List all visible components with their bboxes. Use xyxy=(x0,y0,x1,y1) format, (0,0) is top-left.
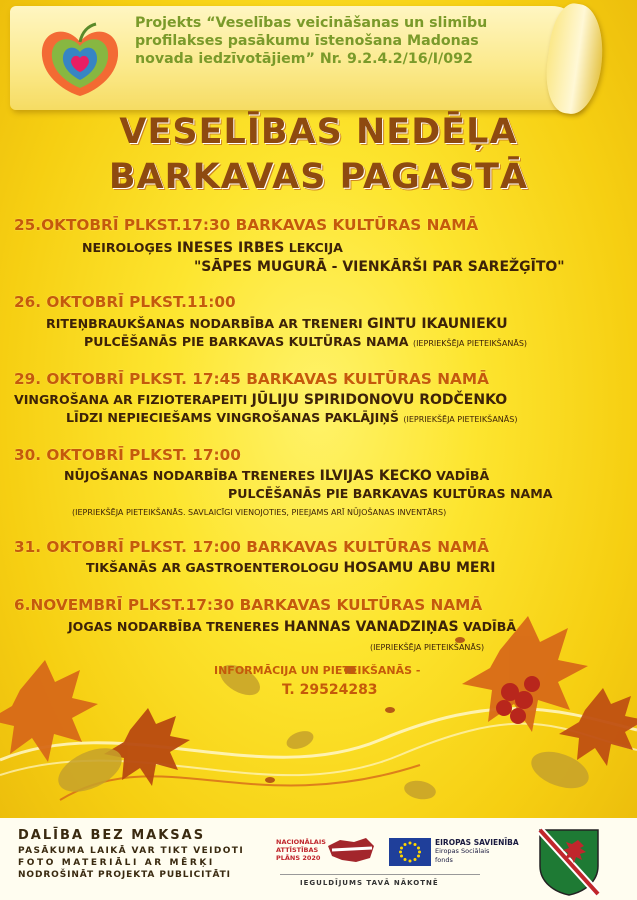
event-line xyxy=(228,486,637,501)
event-line xyxy=(14,392,637,408)
event-line xyxy=(194,259,637,275)
event-line xyxy=(46,316,637,332)
main-title-line-1: VESELĪBAS NEDĒĻA xyxy=(119,112,518,152)
event-note: (IEPRIEKŠĒJA PIETEIKŠANĀS) xyxy=(403,415,518,424)
event-line-text: JOGAS NODARBĪBA TRENERES xyxy=(68,619,284,634)
event-line xyxy=(84,334,637,349)
free-participation: DALĪBA BEZ MAKSAS xyxy=(18,828,206,843)
main-title-line-2: BARKAVAS PAGASTĀ xyxy=(108,157,529,197)
event-line-highlight: HANNAS VANADZIŅAS xyxy=(283,619,459,635)
event-line-text: TIKŠANĀS AR GASTROENTEROLOGU xyxy=(86,560,344,575)
event-note: (IEPRIEKŠĒJA PIETEIKŠANĀS) xyxy=(412,339,528,348)
event-line xyxy=(82,240,637,256)
apple-heart-logo-icon xyxy=(36,20,124,100)
event-note: (IEPRIEKŠĒJA PIETEIKŠANĀS) xyxy=(370,643,485,652)
event-heading: 30. OKTOBRĪ PLKST. 17:00 xyxy=(14,446,241,464)
info-label: INFORMĀCIJA UN PIETEIKŠANĀS - xyxy=(214,664,421,677)
project-line: Projekts “Veselības veicināšanas un slimību xyxy=(135,15,488,31)
publicity-note-line: FOTO MATERIĀLI AR MĒRĶI xyxy=(18,858,215,868)
publicity-note-line: PASĀKUMA LAIKĀ VAR TIKT VEIDOTI xyxy=(18,846,245,856)
project-description xyxy=(135,14,555,68)
event-line-text: LEKCIJA xyxy=(284,240,343,255)
event-heading: 6.NOVEMBRĪ PLKST.17:30 BARKAVAS KULTŪRAS NAMĀ xyxy=(14,596,483,614)
info-phone: T. 29524283 xyxy=(282,682,378,698)
event-line-highlight: "SĀPES MUGURĀ - VIENKĀRŠI PAR SAREŽĢĪTO" xyxy=(194,259,565,275)
event-line-text: RITEŅBRAUKŠANAS NODARBĪBA AR TRENERI xyxy=(46,316,368,331)
madona-coat-of-arms-icon xyxy=(538,828,600,896)
nap-text-line: NACIONĀLAIS xyxy=(276,838,326,846)
nap-logo-text xyxy=(276,838,326,862)
nap-text-line: ATTĪSTĪBAS xyxy=(276,846,319,854)
project-line: profilakses pasākumu īstenošana Madonas xyxy=(135,33,479,49)
eu-sub-line: fonds xyxy=(435,856,453,864)
nap-text-line: PLĀNS 2020 xyxy=(276,854,321,862)
event-line-text: VADĪBĀ xyxy=(458,619,517,634)
eu-sub-line: Eiropas Sociālais xyxy=(435,847,490,855)
event-line xyxy=(86,560,637,576)
event-line-text: NŪJOŠANAS NODARBĪBA TRENERES xyxy=(64,468,320,483)
eu-title: EIROPAS SAVIENĪBA xyxy=(435,838,519,847)
event-line-highlight: INESES IRBES xyxy=(176,240,285,256)
event-line xyxy=(68,619,637,635)
event-line-highlight: ILVIJAS KECKO xyxy=(319,468,432,484)
event-heading: 26. OKTOBRĪ PLKST.11:00 xyxy=(14,293,236,311)
event-line-highlight: JŪLIJU SPIRIDONOVU RODČENKO xyxy=(251,392,508,408)
event-line-highlight: GINTU IKAUNIEKU xyxy=(367,316,508,332)
eu-flag-icon xyxy=(389,838,431,866)
event-line-text: PULCĒŠANĀS PIE BARKAVAS KULTŪRAS NAMA xyxy=(228,486,553,501)
event-line-highlight: HOSAMU ABU MERI xyxy=(343,560,496,576)
latvia-map-icon xyxy=(326,836,376,866)
event-heading: 29. OKTOBRĪ PLKST. 17:45 BARKAVAS KULTŪRAS NAMĀ xyxy=(14,370,489,388)
event-line xyxy=(64,468,637,484)
event-note: (IEPRIEKŠĒJA PIETEIKŠANĀS. SAVLAICĪGI VIENOJOTIES, PIEEJAMS ARĪ NŪJOŠANAS INVENTĀRS) xyxy=(72,508,447,517)
eu-text xyxy=(435,838,519,865)
event-heading: 31. OKTOBRĪ PLKST. 17:00 BARKAVAS KULTŪRAS NAMĀ xyxy=(14,538,489,556)
event-line xyxy=(66,410,637,425)
publicity-note-line: NODROŠINĀT PROJEKTA PUBLICITĀTI xyxy=(18,870,231,880)
event-line-text: LĪDZI NEPIECIEŠAMS VINGROŠANAS PAKLĀJIŅŠ xyxy=(66,410,399,425)
event-line-text: NEIROLOĢES xyxy=(82,240,177,255)
divider xyxy=(280,874,480,875)
investment-slogan: IEGULDĪJUMS TAVĀ NĀKOTNĒ xyxy=(300,879,439,887)
project-line: novada iedzīvotājiem” Nr. 9.2.4.2/16/I/092 xyxy=(135,51,473,67)
event-line-text: PULCĒŠANĀS PIE BARKAVAS KULTŪRAS NAMA xyxy=(84,334,409,349)
event-line-text: VINGROŠANA AR FIZIOTERAPEITI xyxy=(14,392,252,407)
event-line-text: VADĪBĀ xyxy=(431,468,490,483)
event-heading: 25.OKTOBRĪ PLKST.17:30 BARKAVAS KULTŪRAS NAMĀ xyxy=(14,216,479,234)
